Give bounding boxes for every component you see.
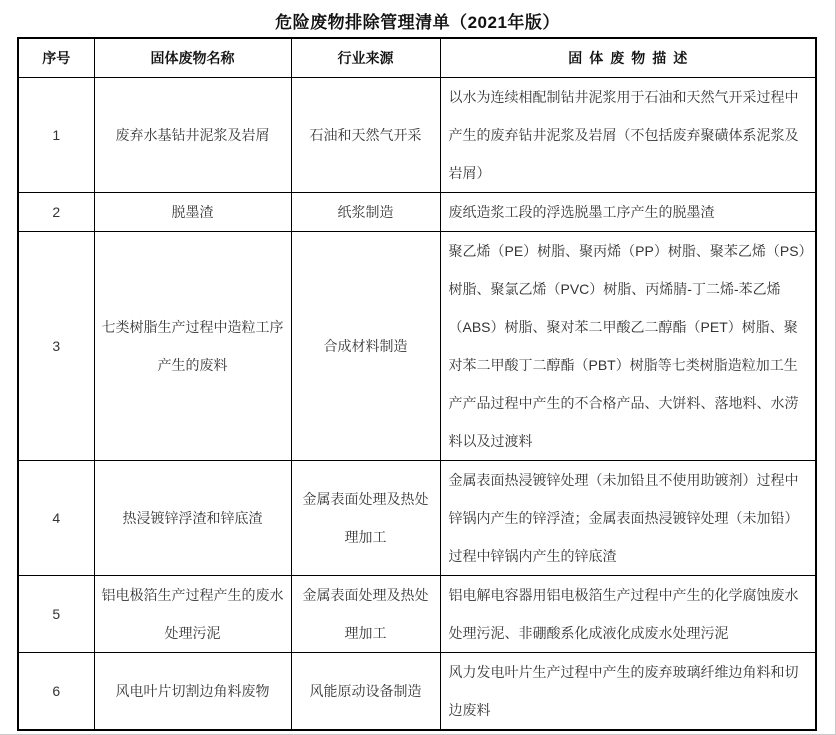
page-title: 危险废物排除管理清单（2021年版）	[275, 13, 560, 32]
cell-serial-number: 2	[18, 192, 94, 231]
cell-industry-source: 合成材料制造	[291, 231, 440, 460]
table-header	[18, 38, 816, 77]
table-row	[18, 77, 816, 192]
header-waste-name: 固体废物名称	[94, 38, 291, 77]
cell-industry-source: 风能原动设备制造	[291, 652, 440, 730]
header-industry-source: 行业来源	[291, 38, 440, 77]
header-waste-description: 固体废物描述	[440, 38, 816, 77]
cell-industry-source: 石油和天然气开采	[291, 77, 440, 192]
cell-waste-name: 铝电极箔生产过程产生的废水处理污泥	[94, 575, 291, 652]
cell-waste-name: 风电叶片切割边角料废物	[94, 652, 291, 730]
table-row	[18, 575, 816, 652]
cell-industry-source: 金属表面处理及热处理加工	[291, 460, 440, 575]
cell-waste-description: 废纸造浆工段的浮选脱墨工序产生的脱墨渣	[440, 192, 816, 231]
cell-serial-number: 4	[18, 460, 94, 575]
waste-exclusion-table	[17, 37, 817, 731]
cell-waste-description: 风力发电叶片生产过程中产生的废弃玻璃纤维边角料和切边废料	[440, 652, 816, 730]
table-body	[18, 77, 816, 730]
cell-waste-name: 脱墨渣	[94, 192, 291, 231]
cell-serial-number: 3	[18, 231, 94, 460]
table-row	[18, 652, 816, 730]
cell-waste-description: 以水为连续相配制钻井泥浆用于石油和天然气开采过程中产生的废弃钻井泥浆及岩屑（不包括废弃聚磺体系泥浆及岩屑）	[440, 77, 816, 192]
cell-industry-source: 纸浆制造	[291, 192, 440, 231]
cell-waste-description: 聚乙烯（PE）树脂、聚丙烯（PP）树脂、聚苯乙烯（PS）树脂、聚氯乙烯（PVC）树脂、丙烯腈-丁二烯-苯乙烯（ABS）树脂、聚对苯二甲酸乙二醇酯（PET）树脂、聚对苯二甲酸丁二醇酯（PBT）树脂等七类树脂造粒加工生产产品过程中产生的不合格产品、大饼料、落地料、水涝料以及过渡料	[440, 231, 816, 460]
table-row	[18, 231, 816, 460]
cell-serial-number: 5	[18, 575, 94, 652]
header-serial-number: 序号	[18, 38, 94, 77]
cell-industry-source: 金属表面处理及热处理加工	[291, 575, 440, 652]
cell-waste-name: 废弃水基钻井泥浆及岩屑	[94, 77, 291, 192]
table-row	[18, 192, 816, 231]
table-row	[18, 460, 816, 575]
cell-waste-name: 七类树脂生产过程中造粒工序产生的废料	[94, 231, 291, 460]
cell-waste-description: 金属表面热浸镀锌处理（未加铅且不使用助镀剂）过程中锌锅内产生的锌浮渣；金属表面热浸镀锌处理（未加铅）过程中锌锅内产生的锌底渣	[440, 460, 816, 575]
cell-serial-number: 6	[18, 652, 94, 730]
table-header-row	[18, 38, 816, 77]
cell-serial-number: 1	[18, 77, 94, 192]
cell-waste-name: 热浸镀锌浮渣和锌底渣	[94, 460, 291, 575]
cell-waste-description: 铝电解电容器用铝电极箔生产过程中产生的化学腐蚀废水处理污泥、非硼酸系化成液化成废水处理污泥	[440, 575, 816, 652]
